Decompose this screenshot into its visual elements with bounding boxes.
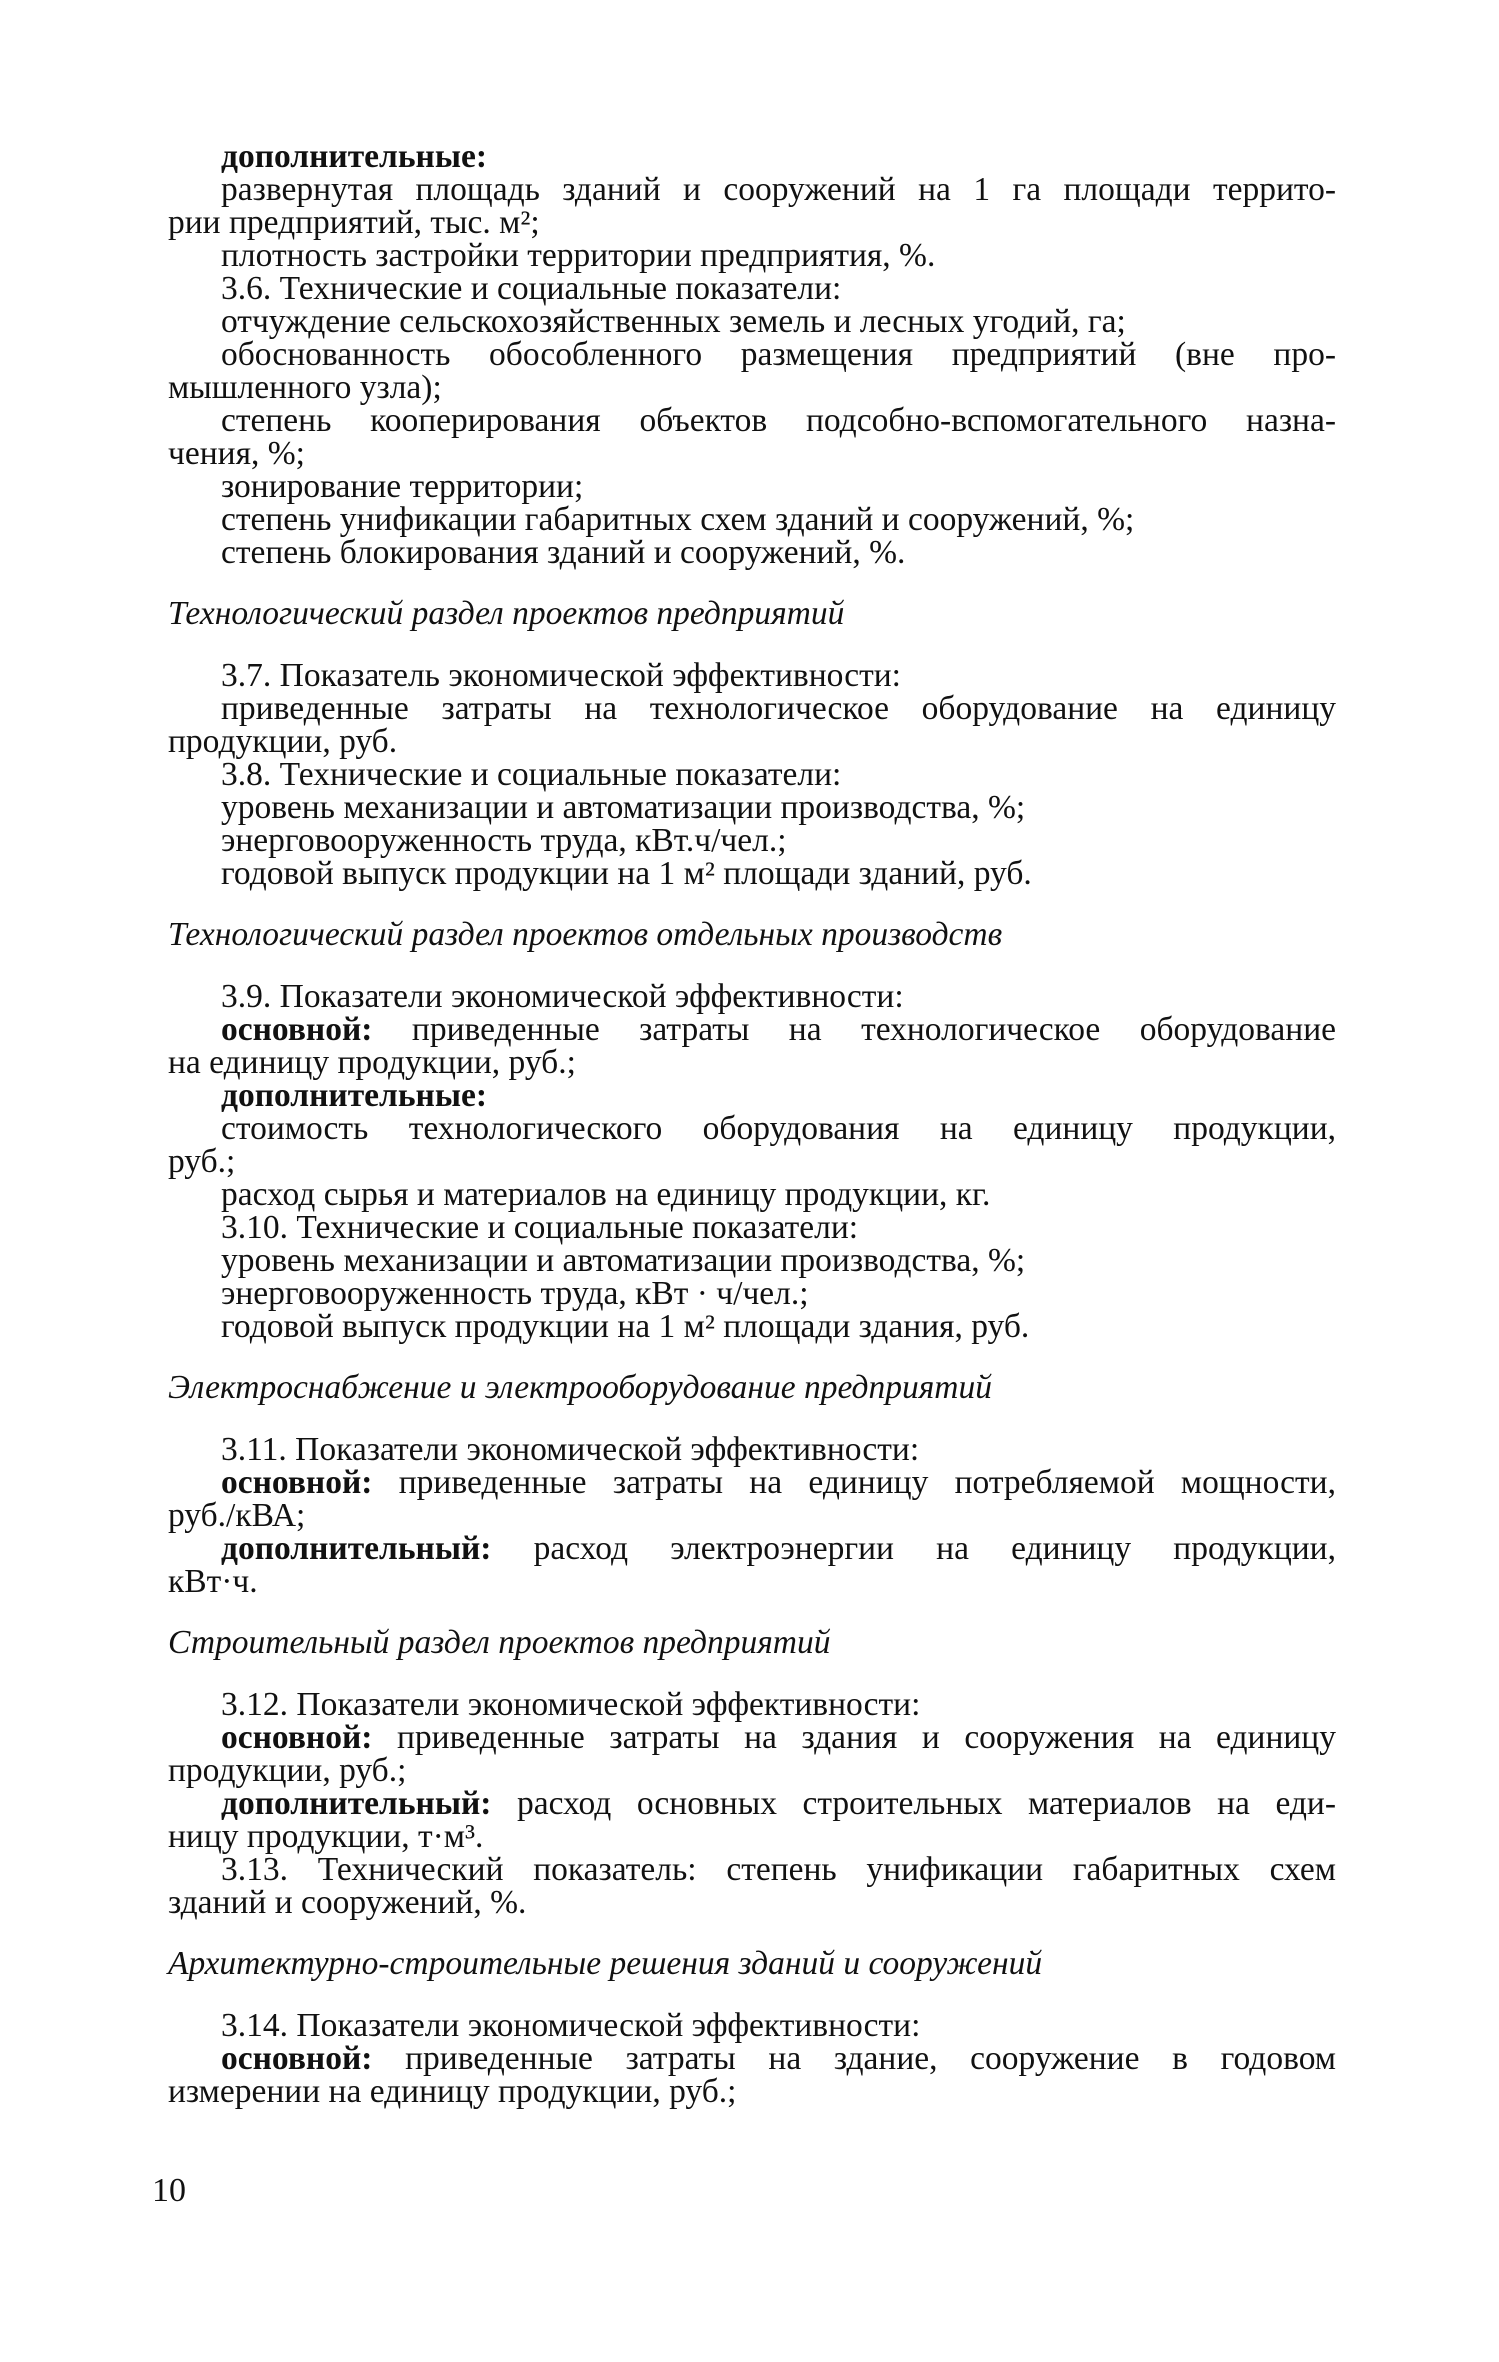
text-line: стоимость технологического оборудования на единицу продукции, bbox=[221, 1110, 1336, 1147]
text-line: зданий и сооружений, %. bbox=[168, 1884, 527, 1921]
section-paragraph: 3.12. Показатели экономической эффективности: bbox=[221, 1686, 921, 1723]
text-line: чения, %; bbox=[168, 435, 305, 472]
section-paragraph: 3.11. Показатели экономической эффективности: bbox=[221, 1431, 920, 1468]
text-line: плотность застройки территории предприятия, %. bbox=[221, 237, 936, 274]
text-line: зонирование территории; bbox=[221, 468, 584, 505]
text-line bbox=[168, 2042, 1336, 2075]
text-line: мышленного узла); bbox=[168, 369, 442, 406]
text-line: отчуждение сельскохозяйственных земель и лесных угодий, га; bbox=[221, 303, 1126, 340]
section-paragraph: 3.14. Показатели экономической эффективности: bbox=[221, 2007, 921, 2044]
section-heading: Строительный раздел проектов предприятий bbox=[168, 1624, 831, 1661]
text-line: расход сырья и материалов на единицу продукции, кг. bbox=[221, 1176, 991, 1213]
label-main: основной: bbox=[221, 1011, 373, 1048]
label-additional: дополнительный: bbox=[221, 1530, 492, 1567]
text-line: энерговооруженность труда, кВт · ч/чел.; bbox=[221, 1275, 809, 1312]
text-span: приведенные затраты на технологическое оборудование bbox=[372, 1011, 1336, 1048]
text-line bbox=[168, 1013, 1336, 1046]
text-line: продукции, руб.; bbox=[168, 1752, 407, 1789]
section-paragraph: 3.10. Технические и социальные показатели: bbox=[221, 1209, 859, 1246]
text-line: дополнительные: bbox=[221, 138, 488, 175]
label-additional: дополнительный: bbox=[221, 1785, 492, 1822]
text-line: руб./кВА; bbox=[168, 1497, 306, 1534]
text-span: расход электроэнергии на единицу продукции, bbox=[491, 1530, 1336, 1567]
text-line: рии предприятий, тыс. м²; bbox=[168, 204, 540, 241]
label-main: основной: bbox=[221, 2040, 373, 2077]
section-heading: Архитектурно-строительные решения зданий и сооружений bbox=[168, 1945, 1043, 1982]
section-heading: Технологический раздел проектов отдельных производств bbox=[168, 916, 1003, 953]
text-line bbox=[168, 1787, 1336, 1820]
text-line: степень унификации габаритных схем зданий и сооружений, %; bbox=[221, 501, 1135, 538]
text-line: годовой выпуск продукции на 1 м² площади зданий, руб. bbox=[221, 855, 1032, 892]
section-paragraph: 3.6. Технические и социальные показатели: bbox=[221, 270, 842, 307]
text-line: уровень механизации и автоматизации производства, %; bbox=[221, 789, 1026, 826]
text-line: продукции, руб. bbox=[168, 723, 398, 760]
label-main: основной: bbox=[221, 1719, 373, 1756]
section-paragraph: 3.13. Технический показатель: степень унификации габаритных схем bbox=[221, 1851, 1336, 1888]
text-line: приведенные затраты на технологическое оборудование на единицу bbox=[221, 690, 1336, 727]
label-additional: дополнительные: bbox=[221, 1077, 488, 1114]
text-line bbox=[168, 1532, 1336, 1565]
section-paragraph: 3.8. Технические и социальные показатели: bbox=[221, 756, 842, 793]
section-paragraph: 3.7. Показатель экономической эффективности: bbox=[221, 657, 901, 694]
text-line bbox=[168, 1721, 1336, 1754]
section-heading: Электроснабжение и электрооборудование предприятий bbox=[168, 1369, 992, 1406]
text-line: ницу продукции, т·м³. bbox=[168, 1818, 484, 1855]
text-line bbox=[168, 1466, 1336, 1499]
text-line: кВт·ч. bbox=[168, 1563, 258, 1600]
text-line: на единицу продукции, руб.; bbox=[168, 1044, 576, 1081]
section-paragraph: 3.9. Показатели экономической эффективности: bbox=[221, 978, 904, 1015]
text-line: годовой выпуск продукции на 1 м² площади здания, руб. bbox=[221, 1308, 1030, 1345]
text-line: руб.; bbox=[168, 1143, 236, 1180]
text-line: энерговооруженность труда, кВт.ч/чел.; bbox=[221, 822, 787, 859]
label-main: основной: bbox=[221, 1464, 373, 1501]
text-span: приведенные затраты на здание, сооружение в годовом bbox=[372, 2040, 1336, 2077]
text-span: приведенные затраты на единицу потребляемой мощности, bbox=[372, 1464, 1336, 1501]
section-heading: Технологический раздел проектов предприятий bbox=[168, 595, 845, 632]
text-span: приведенные затраты на здания и сооружения на единицу bbox=[372, 1719, 1336, 1756]
page-number: 10 bbox=[152, 2172, 186, 2209]
text-line: измерении на единицу продукции, руб.; bbox=[168, 2073, 737, 2110]
text-line: развернутая площадь зданий и сооружений на 1 га площади террито- bbox=[221, 171, 1336, 208]
text-line: уровень механизации и автоматизации производства, %; bbox=[221, 1242, 1026, 1279]
text-span: расход основных строительных материалов на еди- bbox=[491, 1785, 1336, 1822]
text-line: обоснованность обособленного размещения предприятий (вне про- bbox=[221, 336, 1336, 373]
text-line: степень блокирования зданий и сооружений, %. bbox=[221, 534, 906, 571]
page-body bbox=[168, 140, 1336, 2108]
text-line: степень кооперирования объектов подсобно-вспомогательного назна- bbox=[221, 402, 1336, 439]
